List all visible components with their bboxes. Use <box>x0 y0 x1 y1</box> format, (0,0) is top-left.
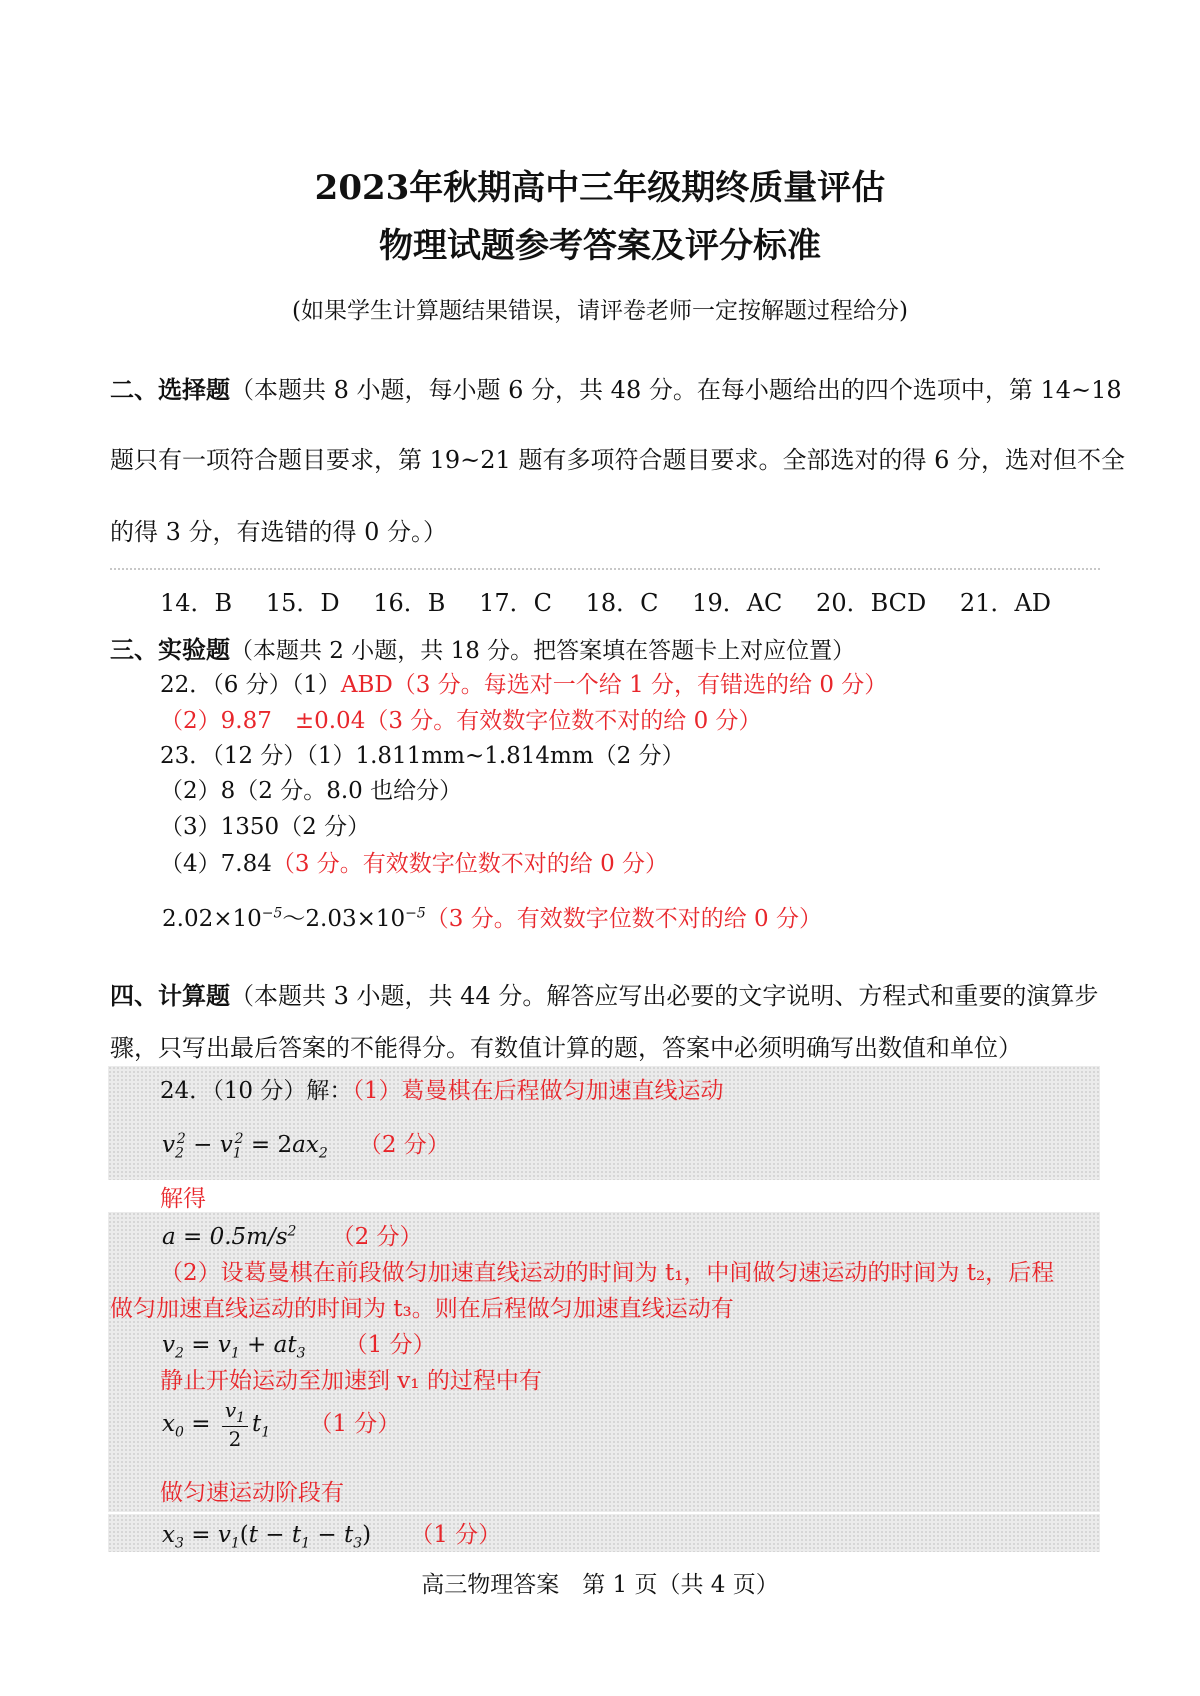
q23-range-math <box>162 906 426 932</box>
section2-line1 <box>110 370 1122 405</box>
step3: 静止开始运动至加速到 v₁ 的过程中有 <box>160 1368 542 1394</box>
eq5-score: （1 分） <box>410 1522 502 1548</box>
range-exp-low: −5 <box>261 905 283 922</box>
range-low: 2.02×10 <box>162 906 262 932</box>
section3-desc: （本题共 2 小题，共 18 分。把答案填在答题卡上对应位置） <box>230 638 856 664</box>
q23-line1: 23．（12 分）（1）1.811mm~1.814mm（2 分） <box>160 743 685 769</box>
equation-3 <box>162 1326 436 1362</box>
eq4-math: $x_0$ = $\frac{v_1}{2}$ $t_1$ <box>162 1398 271 1451</box>
eq3-score: （1 分） <box>344 1332 436 1358</box>
q23-line3: （3）1350（2 分） <box>160 814 371 840</box>
answer-item: 17．C <box>479 589 552 617</box>
page-subtitle: 物理试题参考答案及评分标准 <box>379 226 821 266</box>
range-exp-high: −5 <box>405 905 426 922</box>
divider <box>110 568 1100 570</box>
step2-line1: （2）设葛曼棋在前段做匀加速直线运动的时间为 t₁，中间做匀速运动的时间为 t₂，后程 <box>160 1260 1055 1286</box>
solve-word: 解得 <box>160 1186 206 1212</box>
section4-heading: 四、计算题 <box>110 981 230 1010</box>
answer-item: 18．C <box>585 589 659 617</box>
eq2-score: （2 分） <box>331 1224 423 1250</box>
q22-prefix: 22．（6 分）（1） <box>160 672 341 698</box>
section2-desc3: 的得 3 分，有选错的得 0 分。） <box>110 518 448 546</box>
eq1-math: $v_2^2 - v_1^2 = 2ax_2$ <box>162 1131 328 1162</box>
q23-line2: （2）8（2 分。8.0 也给分） <box>160 778 463 804</box>
q23-line5 <box>162 900 822 933</box>
equation-1 <box>162 1126 450 1162</box>
eq1-score: （2 分） <box>358 1132 450 1158</box>
answer-item: 14．B <box>160 589 233 617</box>
eq2-math: $a = 0.5m/s^2$ <box>162 1223 297 1250</box>
answer-item: 19．AC <box>692 589 783 617</box>
q22-answer1: ABD（3 分。每选对一个给 1 分，有错选的给 0 分） <box>340 672 888 698</box>
page-title: 2023年秋期高中三年级期终质量评估 <box>314 168 886 208</box>
section4-line1 <box>110 976 1098 1011</box>
section2-desc1: （本题共 8 小题，每小题 6 分，共 48 分。在每小题给出的四个选项中，第 14~18 <box>230 376 1122 404</box>
q24-prefix: 24．（10 分）解： <box>160 1078 353 1104</box>
section3-line <box>110 630 855 665</box>
q24-step1: （1）葛曼棋在后程做匀加速直线运动 <box>352 1078 724 1104</box>
q22-answer2: （2）9.87 ±0.04（3 分。有效数字位数不对的给 0 分） <box>160 708 762 734</box>
step2-line2: 做匀加速直线运动的时间为 t₃。则在后程做匀加速直线运动有 <box>110 1296 734 1322</box>
step4: 做匀速运动阶段有 <box>160 1480 344 1506</box>
q23-answer4: （4）7.84 <box>160 851 272 877</box>
eq5-math: $x_3 = v_1(t - t_1 - t_3)$ <box>162 1522 372 1552</box>
eq4-score: （1 分） <box>309 1410 401 1437</box>
choice-answers <box>160 583 1073 618</box>
equation-4 <box>162 1398 400 1451</box>
page-footer: 高三物理答案 第 1 页（共 4 页） <box>421 1572 779 1598</box>
section4-desc2: 骤，只写出最后答案的不能得分。有数值计算的题，答案中必须明确写出数值和单位） <box>110 1034 1022 1062</box>
equation-5 <box>162 1516 501 1552</box>
answer-item: 20．BCD <box>816 589 927 617</box>
eq2-text: a = 0.5m/s <box>162 1224 288 1250</box>
q23-note5: （3 分。有效数字位数不对的给 0 分） <box>425 906 822 932</box>
section2-heading: 二、选择题 <box>110 375 230 404</box>
equation-2 <box>162 1218 423 1251</box>
eq3-math: $v_2 = v_1 + at_3$ <box>162 1332 306 1362</box>
section4-desc1: （本题共 3 小题，共 44 分。解答应写出必要的文字说明、方程式和重要的演算步 <box>230 982 1099 1010</box>
fraction: $\frac{v_1}{2}$ <box>222 1398 248 1451</box>
range-high: ～2.03×10 <box>282 906 406 932</box>
section3-heading: 三、实验题 <box>110 635 230 664</box>
q22-line1 <box>160 666 887 699</box>
answer-item: 21．AD <box>959 589 1052 617</box>
answer-item: 15．D <box>265 589 340 617</box>
section2-desc2: 题只有一项符合题目要求，第 19~21 题有多项符合题目要求。全部选对的得 6 分，选对但不全 <box>110 446 1125 474</box>
q24-line1 <box>160 1072 724 1105</box>
q23-note4: （3 分。有效数字位数不对的给 0 分） <box>271 851 669 877</box>
q23-line4 <box>160 845 668 878</box>
answer-item: 16．B <box>373 589 446 617</box>
grading-note: (如果学生计算题结果错误，请评卷老师一定按解题过程给分) <box>292 298 908 324</box>
